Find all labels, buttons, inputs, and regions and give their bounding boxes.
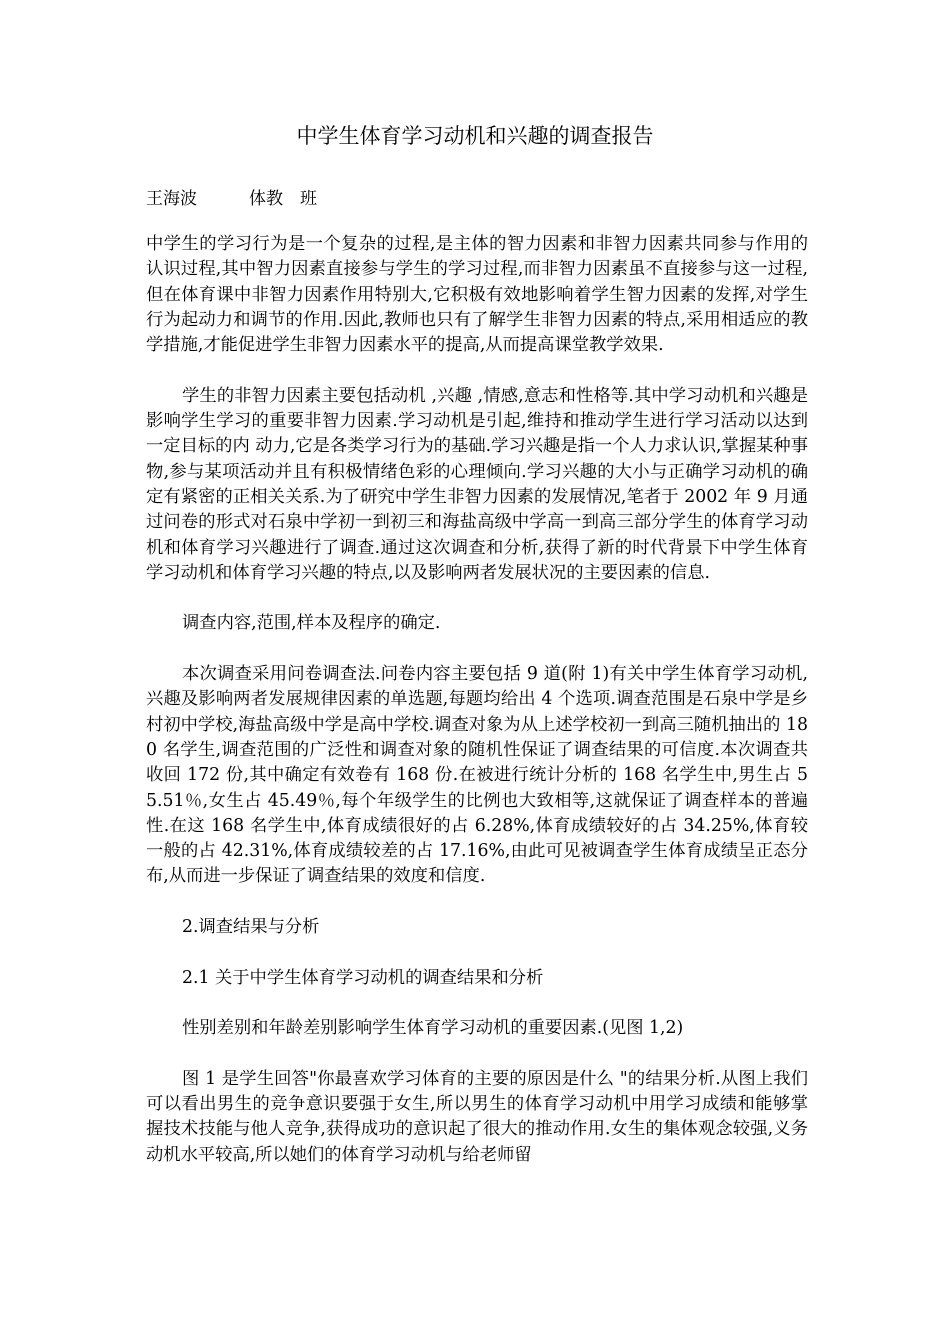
section-heading-results: 2.调查结果与分析 (182, 917, 320, 938)
author-name: 王海波 (146, 189, 197, 209)
subsection-heading-motivation: 2.1 关于中学生体育学习动机的调查结果和分析 (182, 967, 544, 988)
paragraph-nonintellectual-factors: 学生的非智力因素主要包括动机 ,兴趣 ,情感,意志和性格等.其中学习动机和兴趣是影响学生学习的重要非智力因素.学习动机是引起,维持和推动学生进行学习活动以达到一定目标的内 动力,它是各类学习行为的基础.学习兴趣是指一个人力求认识,掌握某种事物,参与某项活动并且有积极情绪色彩的心理倾向.学习兴趣的大小与正确学习动机的确定有紧密的正相关关系.为了研究中学生非智力因素的发展情况,笔者于 2002 年 9 月通过问卷的形式对石泉中学初一到初三和海盐高级中学高一到高三部分学生的体育学习动机和体育学习兴趣进行了调查.通过这次调查和分析,获得了新的时代背景下中学生体育学习动机和体育学习兴趣的特点,以及影响两者发展状况的主要因素的信息. (146, 385, 808, 583)
paragraph-figure-1: 图 1 是学生回答"你最喜欢学习体育的主要的原因是什么 "的结果分析.从图上我们可以看出男生的竞争意识要强于女生,所以男生的体育学习动机中用学习成绩和能够掌握技术技能与他人竞争,获得成功的意识起了很大的推动作用.女生的集体观念较强,义务动机水平较高,所以她们的体育学习动机与给老师留 (146, 1068, 808, 1165)
paragraph-survey-scope-heading: 调查内容,范围,样本及程序的确定. (182, 613, 441, 634)
document-title: 中学生体育学习动机和兴趣的调查报告 (296, 124, 654, 148)
paragraph-intro: 中学生的学习行为是一个复杂的过程,是主体的智力因素和非智力因素共同参与作用的认识过程,其中智力因素直接参与学生的学习过程,而非智力因素虽不直接参与这一过程,但在体育课中非智力因素作用特别大,它积极有效地影响着学生智力因素的发挥,对学生行为起动力和调节的作用.因此,教师也只有了解学生非智力因素的特点,采用相适应的教学措施,才能促进学生非智力因素水平的提高,从而提高课堂教学效果. (146, 234, 808, 356)
document-body (146, 232, 808, 1193)
author-line (146, 186, 317, 212)
paragraph-gender-age: 性别差别和年龄差别影响学生体育学习动机的重要因素.(见图 1,2) (182, 1018, 684, 1039)
paragraph-survey-method: 本次调查采用问卷调查法.问卷内容主要包括 9 道(附 1)有关中学生体育学习动机,兴趣及影响两者发展规律因素的单选题,每题均给出 4 个选项.调查范围是石泉中学是乡村初中学校,海盐高级中学是高中学校.调查对象为从上述学校初一到高三随机抽出的 180 名学生,调查范围的广泛性和调查对象的随机性保证了调查结果的可信度.本次调查共收回 172 份,其中确定有效卷有 168 份.在被进行统计分析的 168 名学生中,男生占 55.51％,女生占 45.49％,每个年级学生的比例也大致相等,这就保证了调查样本的普遍性.在这 168 名学生中,体育成绩很好的占 6.28%,体育成绩较好的占 34.25%,体育较一般的占 42.31%,体育成绩较差的占 17.16%,由此可见被调查学生体育成绩呈正态分布,从而进一步保证了调查结果的效度和信度. (146, 664, 808, 887)
author-department: 体教 班 (249, 189, 317, 209)
